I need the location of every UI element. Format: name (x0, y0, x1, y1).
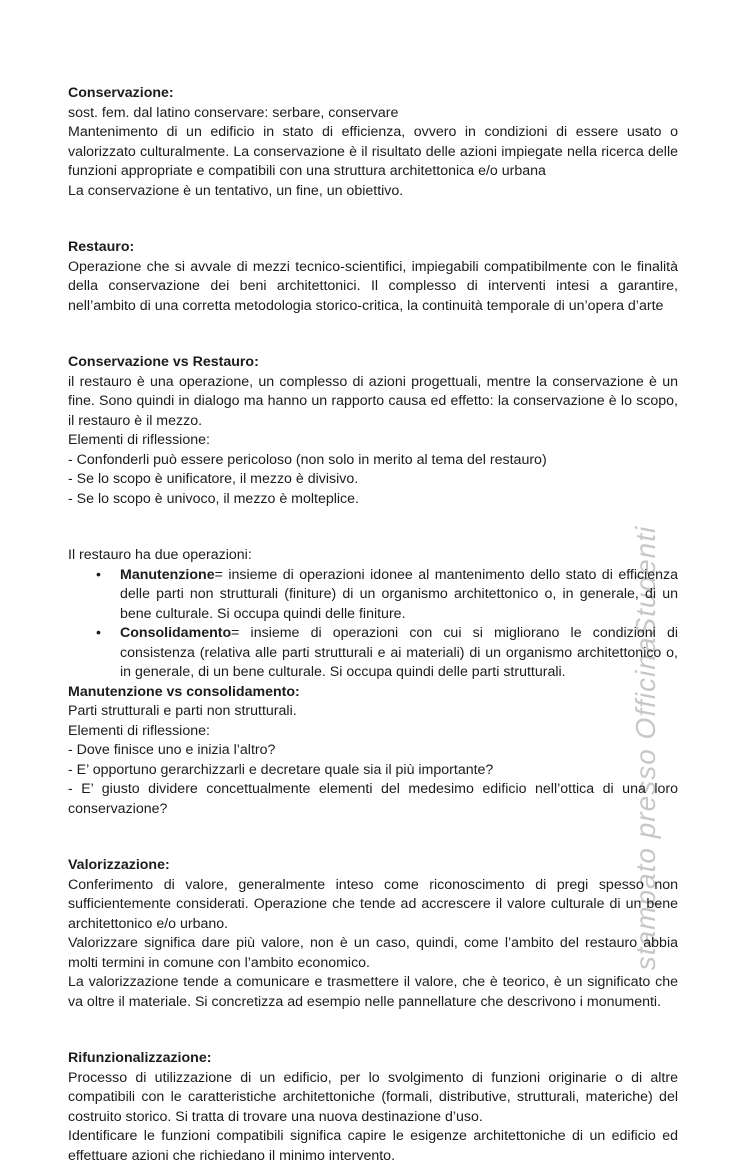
paragraph: Identificare le funzioni compatibili significa capire le esigenze architettoniche di un edificio ed effettuare azioni che richiedano il minimo intervento. (68, 1128, 678, 1164)
paragraph: sost. fem. dal latino conservare: serbare, conservare (68, 104, 399, 121)
list-item-dash: - Confonderli può essere pericoloso (non solo in merito al tema del restauro) (68, 451, 547, 468)
paragraph: Operazione che si avvale di mezzi tecnico-scientifici, impiegabili compatibilmente con le finalità della conservazione dei beni architettonici. Il complesso di interventi intesi a garantire, nell’ambito di una corretta metodologia storico-critica, la continuità temporale di un’opera d’arte (68, 258, 678, 314)
list-item (68, 566, 678, 625)
list-item-dash: - E’ giusto dividere concettualmente elementi del medesimo edificio nell’ottica di una loro conservazione? (68, 781, 678, 817)
section-restauro (68, 238, 678, 316)
paragraph: Mantenimento di un edificio in stato di efficienza, ovvero in condizioni di essere usato o valorizzato culturalmente. La conservazione è il risultato delle azioni impiegate nella ricerca delle funzioni appropriate e compatibili con una struttura architettonica e/o urbana (68, 124, 678, 179)
section-valorizzazione (68, 856, 678, 1012)
list-item-dash: - Se lo scopo è unificatore, il mezzo è divisivo. (68, 471, 359, 487)
paragraph: Il restauro ha due operazioni: (68, 547, 252, 563)
paragraph: il restauro è una operazione, un complesso di azioni progettuali, mentre la conservazione è un fine. Sono quindi in dialogo ma hanno un rapporto causa ed effetto: la conservazione è lo scopo, il restauro è il mezzo. (68, 373, 678, 429)
list-item (68, 624, 678, 683)
bullet-text: = insieme di operazioni con cui si migliorano le condizioni di consistenza (relativa alle parti strutturali e ai materiali) di un organismo architettonico o, in generale, di un bene culturale. Si occupa quindi delle parti strutturali. (120, 625, 678, 680)
bullet-text: = insieme di operazioni idonee al mantenimento dello stato di efficienza delle parti non strutturali (finiture) di un organismo architettonico o, in generale, di un bene culturale. Si occupa quindi delle finiture. (120, 566, 678, 622)
section-heading: Conservazione: (68, 85, 174, 101)
bullet-term: Manutenzione (120, 566, 215, 583)
section-due-operazioni (68, 546, 678, 683)
section-conservazione-vs-restauro (68, 353, 678, 509)
section-heading: Rifunzionalizzazione: (68, 1050, 212, 1066)
watermark: stampato presso OfficinaStudenti (630, 525, 661, 971)
paragraph: Processo di utilizzazione di un edificio, per lo svolgimento di funzioni originarie o di altre compatibili con le caratteristiche architettoniche (formali, distributive, strutturali, materiche) del costruito storico. Si tratta di trovare una nuova destinazione d’uso. (68, 1069, 678, 1125)
bullet-icon: • (96, 566, 101, 583)
list-item-dash: - E’ opportuno gerarchizzarli e decretare quale sia il più importante? (68, 761, 494, 778)
list-item-dash: - Se lo scopo è univoco, il mezzo è molteplice. (68, 490, 359, 507)
paragraph: La conservazione è un tentativo, un fine, un obiettivo. (68, 182, 404, 199)
section-conservazione (68, 84, 678, 201)
paragraph: Elementi di riflessione: (68, 432, 210, 448)
section-heading: Restauro: (68, 239, 135, 255)
paragraph: Valorizzare significa dare più valore, non è un caso, quindi, come l’ambito del restauro abbia molti termini in comune con l’ambito economico. (68, 935, 678, 971)
paragraph: Parti strutturali e parti non strutturali. (68, 703, 297, 719)
bullet-icon: • (96, 625, 101, 641)
bullet-list (68, 566, 678, 683)
section-heading: Valorizzazione: (68, 857, 170, 873)
list-item-dash: - Dove finisce uno e inizia l’altro? (68, 742, 276, 758)
paragraph: Elementi di riflessione: (68, 722, 210, 739)
bullet-term: Consolidamento (120, 625, 232, 641)
section-heading: Manutenzione vs consolidamento: (68, 683, 300, 700)
section-manutenzione-vs-consolidamento (68, 683, 678, 820)
section-heading: Conservazione vs Restauro: (68, 354, 259, 370)
paragraph: Conferimento di valore, generalmente inteso come riconoscimento di pregi spesso non sufficientemente considerati. Operazione che tende ad accrescere il valore culturale di un bene architettonico e/o urbano. (68, 876, 678, 932)
document-content (68, 84, 678, 1166)
section-rifunzionalizzazione (68, 1049, 678, 1166)
paragraph: La valorizzazione tende a comunicare e trasmettere il valore, che è teorico, è un significato che va oltre il materiale. Si concretizza ad esempio nelle pannellature che descrivono i monumenti. (68, 974, 678, 1010)
